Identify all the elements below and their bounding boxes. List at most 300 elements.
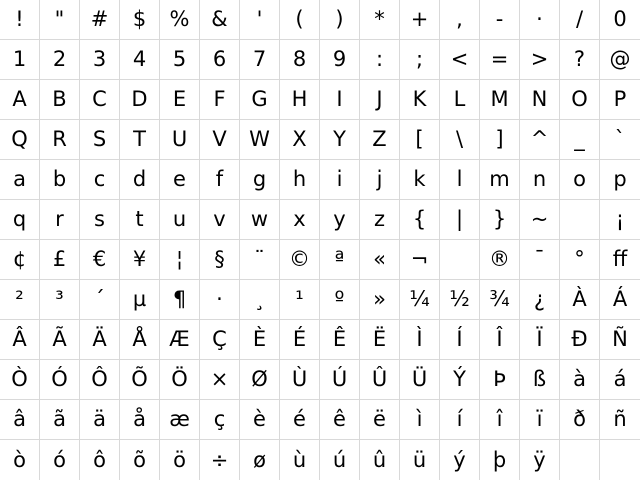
- glyph-cell[interactable]: [240, 280, 280, 320]
- glyph-cell[interactable]: [440, 400, 480, 440]
- glyph: \: [455, 127, 464, 151]
- glyph: ë: [373, 407, 386, 431]
- glyph-cell[interactable]: [280, 0, 320, 40]
- glyph: µ: [132, 287, 147, 311]
- glyph-cell[interactable]: [360, 280, 400, 320]
- glyph-cell[interactable]: [400, 200, 440, 240]
- glyph-cell[interactable]: [80, 40, 120, 80]
- glyph: ): [335, 7, 344, 31]
- glyph-cell[interactable]: [320, 120, 360, 160]
- glyph: 3: [92, 47, 107, 71]
- glyph-cell[interactable]: [600, 400, 640, 440]
- glyph-cell[interactable]: [40, 240, 80, 280]
- glyph: ø: [253, 447, 266, 472]
- glyph-cell[interactable]: [400, 40, 440, 80]
- glyph-cell[interactable]: [40, 400, 80, 440]
- glyph-cell[interactable]: [80, 320, 120, 360]
- glyph-cell[interactable]: [120, 320, 160, 360]
- glyph-cell[interactable]: [200, 0, 240, 40]
- glyph-cell[interactable]: [600, 40, 640, 80]
- glyph-cell[interactable]: [400, 240, 440, 280]
- glyph-cell[interactable]: [40, 280, 80, 320]
- glyph: Ç: [212, 327, 227, 351]
- glyph: É: [292, 327, 307, 351]
- glyph-cell[interactable]: [520, 360, 560, 400]
- glyph: H: [291, 87, 308, 111]
- glyph-cell[interactable]: [400, 440, 440, 480]
- glyph: û: [372, 447, 387, 472]
- glyph-cell[interactable]: [80, 440, 120, 480]
- glyph-cell[interactable]: [280, 320, 320, 360]
- glyph-cell[interactable]: [560, 240, 600, 280]
- glyph-cell[interactable]: [200, 440, 240, 480]
- glyph-cell[interactable]: [360, 360, 400, 400]
- glyph: !: [15, 7, 24, 31]
- glyph-cell[interactable]: [400, 160, 440, 200]
- glyph-cell[interactable]: [80, 0, 120, 40]
- glyph-cell[interactable]: [360, 80, 400, 120]
- glyph-cell[interactable]: [240, 200, 280, 240]
- glyph: ª: [334, 247, 345, 271]
- glyph: Ð: [571, 327, 588, 351]
- glyph-cell[interactable]: [240, 400, 280, 440]
- glyph-cell[interactable]: [560, 80, 600, 120]
- glyph-cell[interactable]: [560, 280, 600, 320]
- glyph: m: [489, 167, 510, 191]
- glyph-cell[interactable]: [200, 80, 240, 120]
- glyph-cell[interactable]: [120, 280, 160, 320]
- glyph: #: [90, 7, 109, 31]
- glyph-cell[interactable]: [320, 280, 360, 320]
- glyph-cell[interactable]: [120, 40, 160, 80]
- glyph-cell[interactable]: [280, 200, 320, 240]
- glyph-cell[interactable]: [480, 280, 520, 320]
- glyph-cell[interactable]: [200, 120, 240, 160]
- glyph: ä: [93, 407, 106, 431]
- glyph: Æ: [169, 327, 190, 351]
- glyph: *: [374, 7, 385, 31]
- glyph: ý: [453, 447, 466, 472]
- glyph: S: [92, 127, 107, 151]
- glyph-cell[interactable]: [480, 160, 520, 200]
- glyph-cell[interactable]: [520, 0, 560, 40]
- glyph: Ø: [251, 367, 268, 391]
- glyph: ï: [536, 407, 543, 431]
- glyph: p: [613, 167, 627, 191]
- glyph-cell[interactable]: [600, 240, 640, 280]
- glyph-cell[interactable]: [560, 40, 600, 80]
- glyph-cell[interactable]: [120, 240, 160, 280]
- glyph-cell[interactable]: [80, 400, 120, 440]
- glyph-cell[interactable]: [40, 0, 80, 40]
- glyph: 9: [332, 47, 347, 71]
- glyph: g: [252, 167, 267, 191]
- glyph-cell[interactable]: [600, 360, 640, 400]
- glyph: å: [133, 407, 146, 431]
- glyph-cell[interactable]: [360, 200, 400, 240]
- glyph: s: [94, 207, 105, 231]
- glyph: à: [573, 367, 586, 391]
- glyph: ': [256, 7, 263, 31]
- glyph: y: [333, 207, 346, 231]
- glyph: }: [492, 207, 507, 231]
- glyph: F: [213, 87, 226, 111]
- glyph: À: [572, 287, 587, 311]
- glyph: O: [571, 87, 588, 111]
- glyph-cell[interactable]: [560, 360, 600, 400]
- glyph-cell[interactable]: [360, 120, 400, 160]
- glyph: ¯: [534, 247, 545, 271]
- glyph-cell[interactable]: [280, 280, 320, 320]
- glyph-cell[interactable]: [240, 80, 280, 120]
- glyph-cell[interactable]: [600, 160, 640, 200]
- glyph-cell[interactable]: [360, 320, 400, 360]
- glyph-cell[interactable]: [200, 240, 240, 280]
- glyph-cell[interactable]: [120, 200, 160, 240]
- glyph: ?: [573, 47, 586, 71]
- glyph-cell[interactable]: [280, 80, 320, 120]
- glyph: ^: [530, 127, 549, 151]
- glyph: v: [213, 207, 226, 231]
- glyph: ã: [53, 407, 66, 431]
- glyph: z: [373, 207, 386, 231]
- glyph-cell[interactable]: [560, 400, 600, 440]
- glyph-cell[interactable]: [40, 440, 80, 480]
- glyph-cell[interactable]: [360, 0, 400, 40]
- glyph-cell[interactable]: [200, 360, 240, 400]
- glyph: ¿: [533, 287, 546, 311]
- glyph: j: [376, 167, 383, 191]
- glyph-cell[interactable]: [320, 200, 360, 240]
- glyph-cell[interactable]: [0, 160, 40, 200]
- glyph-cell[interactable]: [120, 360, 160, 400]
- glyph-cell[interactable]: [240, 320, 280, 360]
- glyph-cell[interactable]: [520, 120, 560, 160]
- glyph: @: [609, 47, 631, 71]
- glyph-cell[interactable]: [40, 160, 80, 200]
- glyph-cell[interactable]: [0, 0, 40, 40]
- glyph-cell[interactable]: [400, 360, 440, 400]
- glyph-cell[interactable]: [440, 160, 480, 200]
- glyph-cell[interactable]: [280, 440, 320, 480]
- glyph: ô: [93, 447, 106, 472]
- glyph: æ: [169, 407, 190, 431]
- glyph-cell[interactable]: [400, 320, 440, 360]
- glyph-cell[interactable]: [320, 360, 360, 400]
- glyph-cell[interactable]: [280, 40, 320, 80]
- glyph: A: [12, 87, 27, 111]
- glyph-cell[interactable]: [80, 80, 120, 120]
- glyph-cell[interactable]: [200, 40, 240, 80]
- glyph-cell[interactable]: [80, 120, 120, 160]
- glyph-cell[interactable]: [440, 40, 480, 80]
- glyph-cell[interactable]: [160, 360, 200, 400]
- glyph-cell[interactable]: [480, 440, 520, 480]
- glyph-cell[interactable]: [480, 0, 520, 40]
- glyph: €: [92, 247, 107, 271]
- glyph: «: [373, 247, 386, 271]
- glyph-cell[interactable]: [0, 280, 40, 320]
- glyph-cell[interactable]: [0, 320, 40, 360]
- glyph-cell[interactable]: [320, 320, 360, 360]
- glyph: Ú: [331, 367, 348, 391]
- glyph-cell[interactable]: [520, 240, 560, 280]
- glyph-cell[interactable]: [280, 160, 320, 200]
- glyph: 2: [52, 47, 67, 71]
- glyph-cell[interactable]: [0, 120, 40, 160]
- glyph: B: [52, 87, 67, 111]
- glyph-cell[interactable]: [320, 440, 360, 480]
- glyph-cell[interactable]: [160, 160, 200, 200]
- glyph-cell[interactable]: [320, 40, 360, 80]
- glyph-cell[interactable]: [560, 160, 600, 200]
- glyph-cell[interactable]: [520, 40, 560, 80]
- glyph: ": [54, 7, 65, 31]
- glyph-cell[interactable]: [600, 320, 640, 360]
- glyph-cell[interactable]: [80, 360, 120, 400]
- glyph-cell[interactable]: [480, 400, 520, 440]
- glyph-cell[interactable]: [440, 80, 480, 120]
- glyph-cell[interactable]: [520, 80, 560, 120]
- glyph-cell[interactable]: [520, 160, 560, 200]
- glyph-cell[interactable]: [400, 280, 440, 320]
- glyph-cell[interactable]: [600, 440, 640, 480]
- glyph-cell[interactable]: [200, 280, 240, 320]
- glyph-cell[interactable]: [320, 80, 360, 120]
- glyph-cell[interactable]: [440, 0, 480, 40]
- glyph-cell[interactable]: [320, 240, 360, 280]
- glyph-cell[interactable]: [160, 40, 200, 80]
- glyph: u: [172, 207, 187, 231]
- glyph-cell[interactable]: [600, 280, 640, 320]
- glyph-cell[interactable]: [600, 120, 640, 160]
- glyph-cell[interactable]: [360, 400, 400, 440]
- glyph-cell[interactable]: [240, 440, 280, 480]
- glyph-cell[interactable]: [440, 240, 480, 280]
- glyph-cell[interactable]: [320, 160, 360, 200]
- glyph-cell[interactable]: [0, 240, 40, 280]
- glyph: Ï: [536, 327, 543, 351]
- glyph-cell[interactable]: [120, 160, 160, 200]
- glyph-cell[interactable]: [0, 400, 40, 440]
- glyph: 4: [132, 47, 147, 71]
- glyph-cell[interactable]: [440, 200, 480, 240]
- glyph: ®: [489, 247, 510, 271]
- glyph: Ý: [453, 367, 466, 391]
- glyph-cell[interactable]: [560, 200, 600, 240]
- glyph: ·: [216, 287, 223, 311]
- glyph: ñ: [613, 407, 627, 431]
- glyph-cell[interactable]: [240, 240, 280, 280]
- glyph-cell[interactable]: [0, 80, 40, 120]
- glyph: G: [251, 87, 268, 111]
- glyph-cell[interactable]: [400, 120, 440, 160]
- glyph-cell[interactable]: [160, 240, 200, 280]
- glyph-cell[interactable]: [40, 120, 80, 160]
- glyph: ò: [13, 447, 26, 472]
- glyph: Ô: [91, 367, 108, 391]
- glyph-cell[interactable]: [560, 440, 600, 480]
- glyph-cell[interactable]: [120, 440, 160, 480]
- glyph: =: [490, 47, 509, 71]
- glyph: è: [253, 407, 266, 431]
- glyph: :: [375, 47, 384, 71]
- glyph: i: [336, 167, 343, 191]
- glyph-cell[interactable]: [160, 400, 200, 440]
- glyph: $: [132, 7, 147, 31]
- glyph: |: [455, 207, 464, 231]
- glyph-cell[interactable]: [40, 200, 80, 240]
- glyph-cell[interactable]: [480, 360, 520, 400]
- glyph-cell[interactable]: [80, 200, 120, 240]
- glyph: /: [575, 7, 584, 31]
- glyph-cell[interactable]: [240, 120, 280, 160]
- glyph-cell[interactable]: [0, 200, 40, 240]
- glyph-cell[interactable]: [80, 280, 120, 320]
- glyph: þ: [492, 447, 507, 472]
- glyph-cell[interactable]: [600, 0, 640, 40]
- glyph-cell[interactable]: [40, 40, 80, 80]
- glyph-cell[interactable]: [120, 400, 160, 440]
- glyph-cell[interactable]: [240, 160, 280, 200]
- glyph: W: [249, 127, 270, 151]
- glyph-cell[interactable]: [280, 400, 320, 440]
- glyph-cell[interactable]: [480, 240, 520, 280]
- glyph-cell[interactable]: [440, 360, 480, 400]
- glyph: Ñ: [612, 327, 628, 351]
- glyph-cell[interactable]: [520, 440, 560, 480]
- glyph: »: [373, 287, 386, 311]
- glyph-cell[interactable]: [520, 320, 560, 360]
- glyph-cell[interactable]: [200, 320, 240, 360]
- glyph: ©: [289, 247, 310, 271]
- glyph: Ö: [171, 367, 188, 391]
- glyph-cell[interactable]: [200, 160, 240, 200]
- glyph: ¨: [254, 247, 265, 271]
- glyph: K: [412, 87, 427, 111]
- glyph-cell[interactable]: [400, 0, 440, 40]
- glyph: c: [93, 167, 106, 191]
- glyph-cell[interactable]: [600, 200, 640, 240]
- glyph-cell[interactable]: [280, 360, 320, 400]
- glyph: -: [495, 7, 504, 31]
- glyph: ]: [495, 127, 504, 151]
- glyph: R: [52, 127, 67, 151]
- glyph: t: [135, 207, 144, 231]
- glyph-cell[interactable]: [440, 440, 480, 480]
- glyph-cell[interactable]: [480, 320, 520, 360]
- glyph: È: [252, 327, 267, 351]
- glyph-cell[interactable]: [440, 280, 480, 320]
- glyph-cell[interactable]: [120, 0, 160, 40]
- glyph: ü: [412, 447, 427, 472]
- glyph-cell[interactable]: [200, 200, 240, 240]
- glyph-cell[interactable]: [160, 200, 200, 240]
- glyph: P: [613, 87, 627, 111]
- glyph-cell[interactable]: [360, 240, 400, 280]
- glyph-cell[interactable]: [480, 120, 520, 160]
- glyph-cell[interactable]: [560, 120, 600, 160]
- glyph-cell[interactable]: [0, 440, 40, 480]
- glyph-cell[interactable]: [360, 160, 400, 200]
- glyph-cell[interactable]: [400, 400, 440, 440]
- glyph-cell[interactable]: [400, 80, 440, 120]
- glyph: [: [415, 127, 424, 151]
- glyph: 5: [172, 47, 187, 71]
- glyph-cell[interactable]: [40, 320, 80, 360]
- glyph-cell[interactable]: [520, 400, 560, 440]
- glyph-cell[interactable]: [240, 360, 280, 400]
- glyph-cell[interactable]: [80, 240, 120, 280]
- glyph: V: [212, 127, 227, 151]
- glyph: ,: [456, 7, 463, 31]
- glyph-cell[interactable]: [80, 160, 120, 200]
- glyph-cell[interactable]: [120, 120, 160, 160]
- glyph-cell[interactable]: [560, 0, 600, 40]
- glyph: â: [13, 407, 26, 431]
- glyph: ¸: [254, 287, 265, 311]
- glyph-cell[interactable]: [360, 40, 400, 80]
- glyph: ÿ: [533, 447, 546, 472]
- glyph-cell[interactable]: [520, 280, 560, 320]
- glyph-cell[interactable]: [160, 0, 200, 40]
- glyph: a: [13, 167, 26, 191]
- glyph-cell[interactable]: [280, 120, 320, 160]
- glyph: ¼: [409, 287, 430, 311]
- glyph-cell[interactable]: [440, 320, 480, 360]
- glyph-cell[interactable]: [160, 440, 200, 480]
- glyph-cell[interactable]: [160, 320, 200, 360]
- glyph-cell[interactable]: [120, 80, 160, 120]
- glyph: E: [172, 87, 187, 111]
- glyph-cell[interactable]: [480, 80, 520, 120]
- glyph-cell[interactable]: [320, 0, 360, 40]
- glyph-cell[interactable]: [0, 40, 40, 80]
- glyph-cell[interactable]: [240, 40, 280, 80]
- glyph: í: [456, 407, 463, 431]
- glyph-cell[interactable]: [280, 240, 320, 280]
- glyph-cell[interactable]: [600, 80, 640, 120]
- glyph-cell[interactable]: [160, 120, 200, 160]
- glyph-cell[interactable]: [360, 440, 400, 480]
- glyph: e: [173, 167, 186, 191]
- glyph: x: [293, 207, 306, 231]
- glyph-cell[interactable]: [480, 40, 520, 80]
- glyph: ÷: [210, 447, 229, 472]
- glyph: Û: [371, 367, 388, 391]
- glyph-cell[interactable]: [320, 400, 360, 440]
- glyph-cell[interactable]: [40, 360, 80, 400]
- glyph-cell[interactable]: [0, 360, 40, 400]
- glyph-cell[interactable]: [200, 400, 240, 440]
- glyph: Þ: [493, 367, 506, 391]
- glyph-cell[interactable]: [560, 320, 600, 360]
- glyph-cell[interactable]: [480, 200, 520, 240]
- glyph-cell[interactable]: [40, 80, 80, 120]
- glyph: Y: [333, 127, 346, 151]
- glyph: `: [614, 127, 626, 151]
- glyph-cell[interactable]: [520, 200, 560, 240]
- glyph: ì: [416, 407, 423, 431]
- glyph-cell[interactable]: [440, 120, 480, 160]
- glyph: Õ: [131, 367, 148, 391]
- glyph: Å: [132, 327, 147, 351]
- glyph: o: [573, 167, 586, 191]
- glyph-cell[interactable]: [160, 280, 200, 320]
- glyph: ³: [55, 287, 64, 311]
- glyph-cell[interactable]: [240, 0, 280, 40]
- glyph-cell[interactable]: [160, 80, 200, 120]
